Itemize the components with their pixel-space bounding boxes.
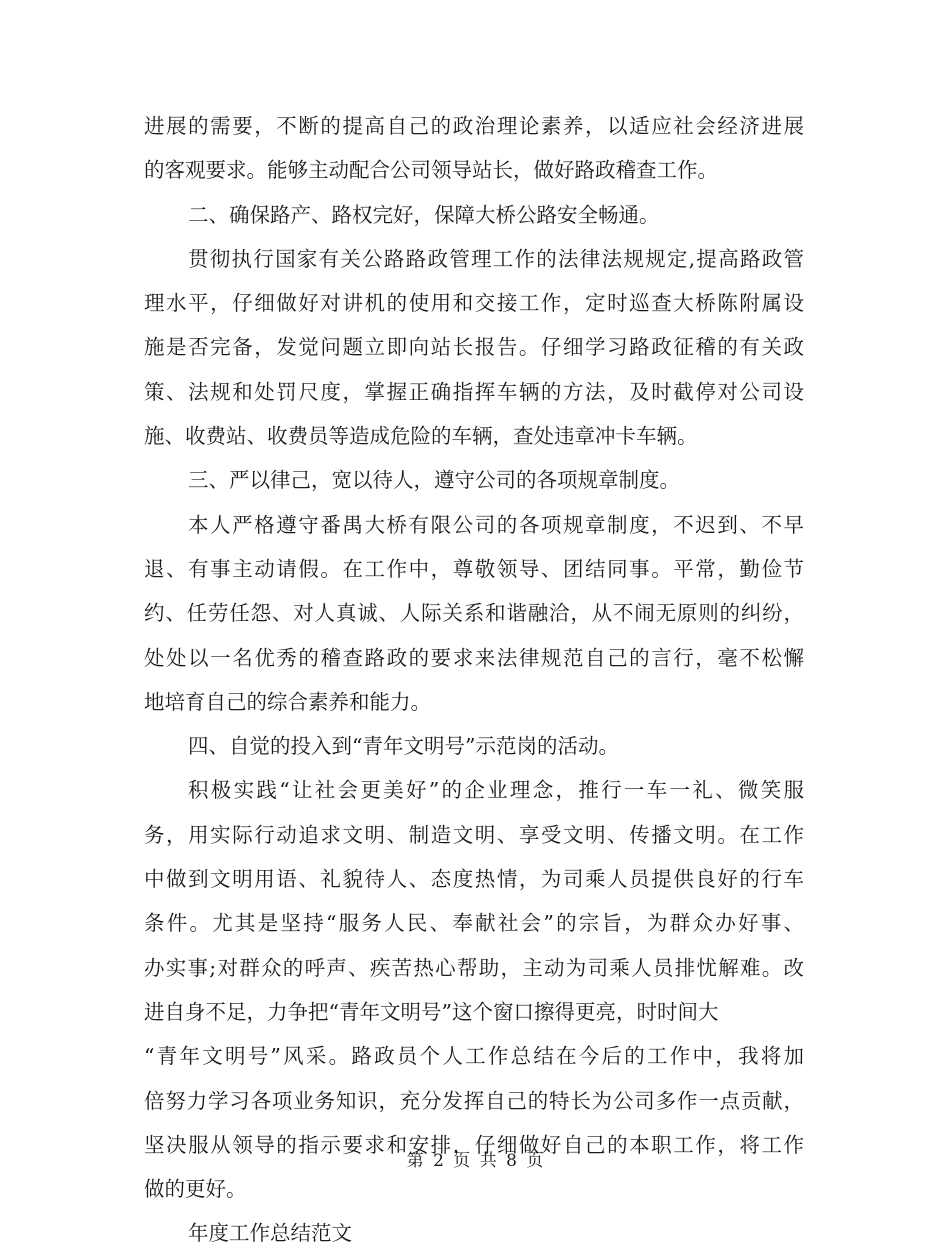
text-line: 退、有事主动请假。在工作中，尊敬领导、团结同事。平常，勤俭节 [144, 556, 804, 581]
text-line: 中做到文明用语、礼貌待人、态度热情，为司乘人员提供良好的行车 [144, 867, 804, 892]
page-number-footer: 第 2 页 共 8 页 [406, 1151, 544, 1171]
text-line: 本人严格遵守番禺大桥有限公司的各项规章制度，不迟到、不早 [188, 512, 804, 537]
text-line: 务，用实际行动追求文明、制造文明、享受文明、传播文明。在工作 [144, 822, 804, 847]
text-line: 进自身不足，力争把“青年文明号”这个窗口擦得更亮，时时间大 [144, 999, 719, 1024]
text-line: 策、法规和处罚尺度，掌握正确指挥车辆的方法，及时截停对公司设 [144, 379, 804, 404]
section-heading: 四、自觉的投入到“青年文明号”示范岗的活动。 [188, 734, 619, 759]
text-line: 办实事;对群众的呼声、疾苦热心帮助，主动为司乘人员排忧解难。改 [144, 955, 804, 980]
text-line: “青年文明号”风采。路政员个人工作总结在今后的工作中，我将加 [144, 1044, 804, 1069]
document-body [144, 104, 804, 1256]
text-line: 倍努力学习各项业务知识，充分发挥自己的特长为公司多作一点贡献， [144, 1088, 804, 1113]
text-line: 约、任劳任怨、对人真诚、人际关系和谐融洽，从不闹无原则的纠纷， [144, 601, 804, 626]
text-line: 处处以一名优秀的稽查路政的要求来法律规范自己的言行，毫不松懈 [144, 645, 804, 670]
text-line: 条件。尤其是坚持“服务人民、奉献社会”的宗旨，为群众办好事、 [144, 911, 804, 936]
text-line: 积极实践“让社会更美好”的企业理念，推行一车一礼、微笑服 [188, 778, 804, 803]
text-line: 贯彻执行国家有关公路路政管理工作的法律法规规定,提高路政管 [188, 246, 804, 271]
text-line: 施、收费站、收费员等造成危险的车辆，查处违章冲卡车辆。 [144, 424, 698, 449]
text-line: 坚决服从领导的指示要求和安排，仔细做好自己的本职工作，将工作 [144, 1132, 804, 1157]
text-line: 地培育自己的综合素养和能力。 [144, 689, 431, 714]
section-heading: 二、确保路产、路权完好，保障大桥公路安全畅通。 [188, 202, 660, 227]
text-line: 进展的需要，不断的提高自己的政治理论素养，以适应社会经济进展 [144, 114, 804, 138]
text-line: 理水平，仔细做好对讲机的使用和交接工作，定时巡查大桥陈附属设 [144, 291, 804, 316]
text-line: 做的更好。 [144, 1177, 247, 1202]
text-line: 的客观要求。能够主动配合公司领导站长，做好路政稽查工作。 [144, 158, 718, 183]
section-heading: 三、严以律己，宽以待人，遵守公司的各项规章制度。 [188, 468, 680, 493]
text-line: 施是否完备，发觉问题立即向站长报告。仔细学习路政征稽的有关政 [144, 335, 804, 360]
section-heading: 年度工作总结范文 [188, 1221, 352, 1246]
